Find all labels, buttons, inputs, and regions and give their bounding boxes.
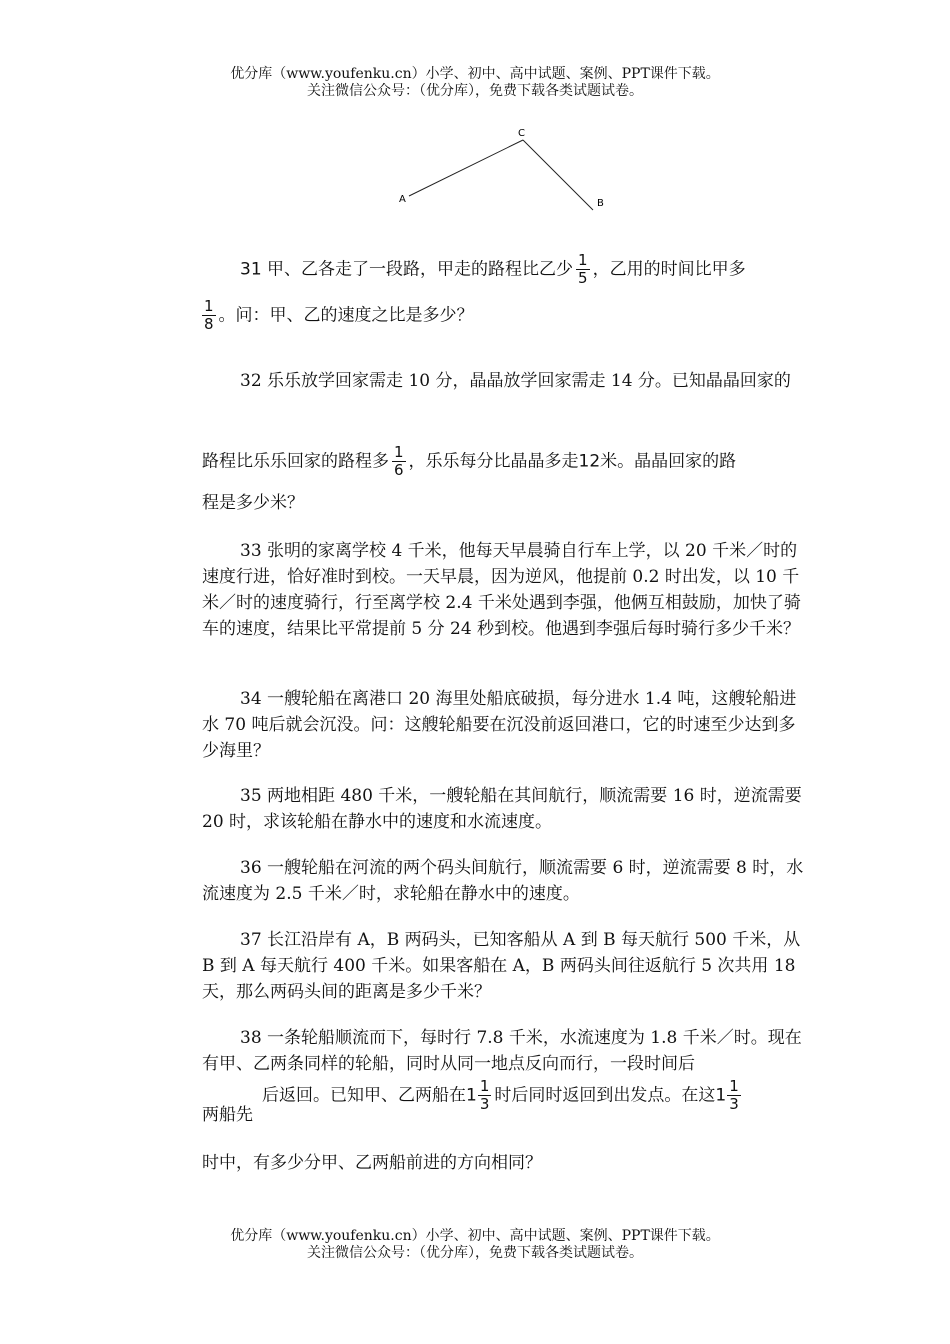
segment-cb (523, 140, 593, 210)
q31-fraction-2: $\frac{1}{8}$ (204, 297, 214, 333)
q38-text: 38 一条轮船顺流而下，每时行 7.8 千米，水流速度为 1.8 千米／时。现在有甲、乙两条同样的轮船，同时从同一地点反向而行，一段时间后 (202, 1028, 802, 1074)
page-header (0, 66, 950, 100)
q31-text-c: 。问：甲、乙的速度之比是多少？ (218, 305, 474, 326)
q32-text-a: 路程比乐乐回家的路程多 (202, 451, 389, 472)
q37-text: 37 长江沿岸有 A，B 两码头，已知客船从 A 到 B 每天航行 500 千米，从 B 到 A 每天航行 400 千米。如果客船在 A，B 两码头间往返航行 5 次共用 18 天，那么两码头间的距离是多少千米？ (202, 930, 801, 1002)
q35-text: 35 两地相距 480 千米，一艘轮船在其间航行，顺流需要 16 时，逆流需要 20 时，求该轮船在静水中的速度和水流速度。 (202, 786, 802, 832)
triangle-path-figure (395, 122, 615, 217)
header-line-1: 优分库（www.youfenku.cn）小学、初中、高中试题、案例、PPT课件下载。 (230, 66, 720, 82)
footer-line-2: 关注微信公众号：（优分库），免费下载各类试题试卷。 (307, 1245, 643, 1261)
q38-text-b: 时后同时返回到出发点。在这 (494, 1085, 716, 1106)
q32-line-2 (202, 444, 736, 479)
q31-text-a: 31 甲、乙各走了一段路，甲走的路程比乙少 (240, 259, 574, 280)
q32-fraction: $\frac{1}{6}$ (394, 443, 404, 479)
label-c: C (518, 128, 525, 139)
q38-prefix: 两船先 (202, 1105, 253, 1125)
q38-line-3: 后返回。已知甲、乙两船在1 $\frac{1}{3}$ 时后同时返回到出发点。在这1 $\frac{1}{3}$ (262, 1077, 739, 1113)
q34-text: 34 一艘轮船在离港口 20 海里处船底破损，每分进水 1.4 吨，这艘轮船进水 70 吨后就会沉没。问：这艘轮船要在沉没前返回港口，它的时速至少达到多少海里？ (202, 689, 797, 761)
segment-ac (409, 140, 523, 196)
q38-mixed-fraction-1: $\frac{1}{3}$ (479, 1077, 490, 1113)
q36-text: 36 一艘轮船在河流的两个码头间航行，顺流需要 6 时，逆流需要 8 时，水流速度为 2.5 千米／时，求轮船在静水中的速度。 (202, 858, 804, 904)
q31-line-1 (202, 252, 746, 287)
q32-text-b: ，乐乐每分比晶晶多走12米。晶晶回家的路 (408, 451, 737, 472)
q31-fraction-1: $\frac{1}{5}$ (578, 251, 588, 287)
q38-mixed-fraction-2: $\frac{1}{3}$ (729, 1077, 739, 1113)
page-footer (0, 1228, 950, 1262)
q31-line-2 (202, 298, 474, 333)
q31-text-b: ，乙用的时间比甲多 (592, 259, 746, 280)
q32-line-3: 程是多少米？ (202, 493, 304, 513)
q33-text: 33 张明的家离学校 4 千米，他每天早晨骑自行车上学，以 20 千米／时的速度行进，恰好准时到校。一天早晨，因为逆风，他提前 0.2 时出发，以 10 千米／时的速度骑行，行至离学校 2.4 千米处遇到李强，他俩互相鼓励，加快了骑车的速度，结果比平常提前 5 分 24 秒到校。他遇到李强后每时骑行多少千米？ (202, 541, 801, 639)
label-b: B (597, 198, 604, 209)
label-a: A (399, 194, 406, 205)
header-line-2: 关注微信公众号：（优分库），免费下载各类试题试卷。 (307, 83, 643, 99)
q38-line-last: 时中，有多少分甲、乙两船前进的方向相同？ (202, 1153, 542, 1173)
q32-intro: 32 乐乐放学回家需走 10 分，晶晶放学回家需走 14 分。已知晶晶回家的 (240, 371, 791, 391)
q38-text-a: 后返回。已知甲、乙两船在 (262, 1085, 466, 1106)
footer-line-1: 优分库（www.youfenku.cn）小学、初中、高中试题、案例、PPT课件下载。 (230, 1228, 720, 1244)
